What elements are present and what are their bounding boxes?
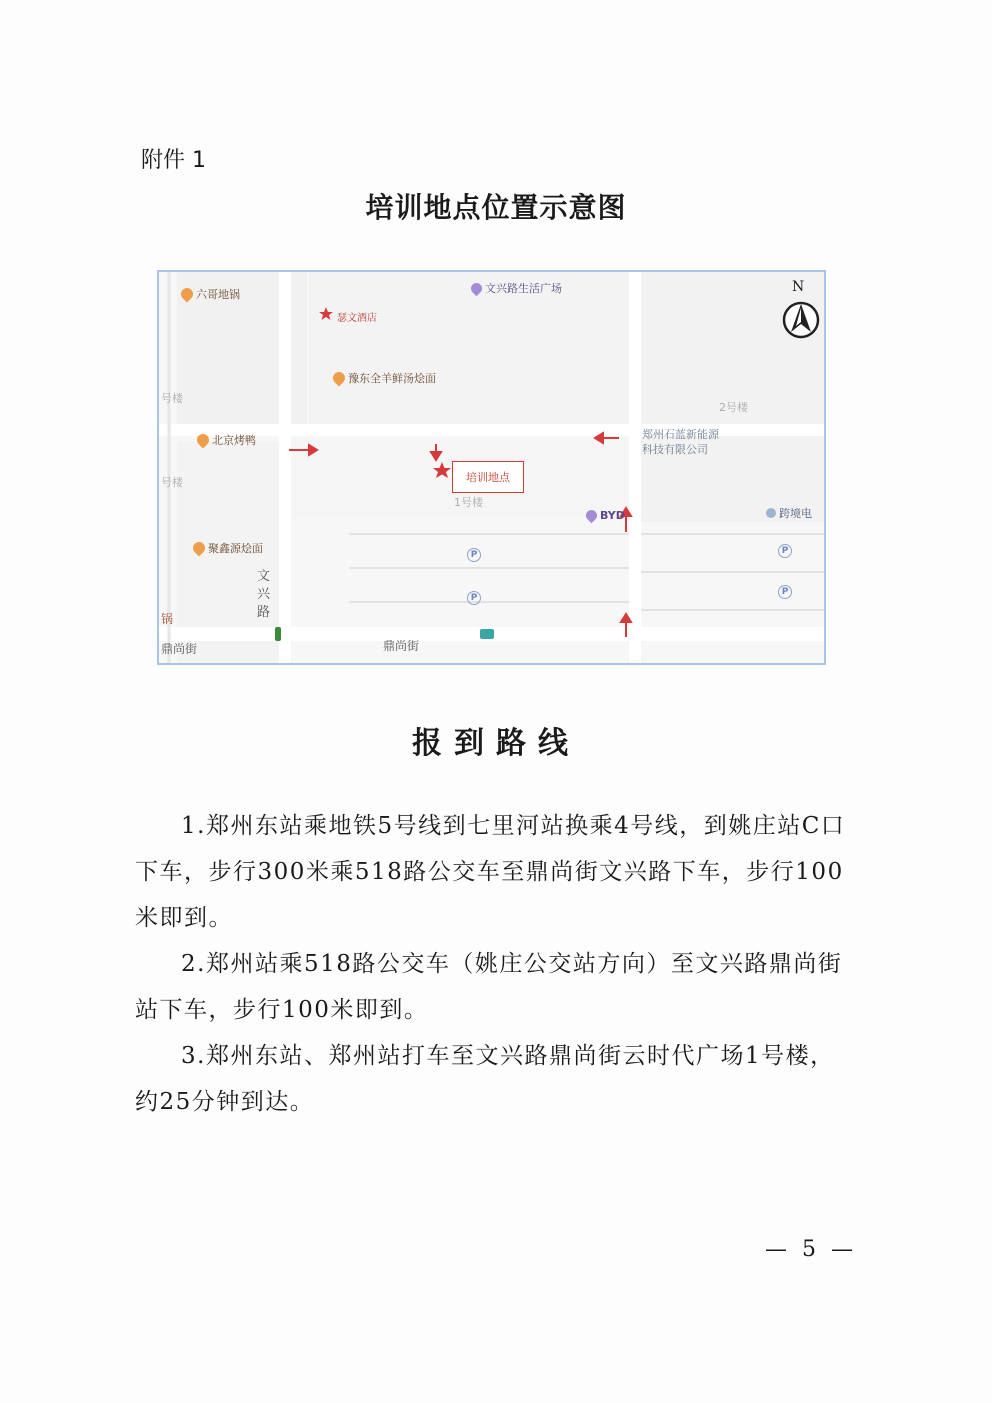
route-item-1: 1.郑州东站乘地铁5号线到七里河站换乘4号线，到姚庄站C口下车，步行300米乘518路公交车至鼎尚街文兴路下车，步行100米即到。: [135, 813, 846, 931]
road-dingshang-left-label: 鼎尚街: [161, 642, 198, 656]
left-building-label-b: 号楼: [161, 476, 183, 489]
route-title: 报到路线: [412, 726, 580, 761]
parking-icon: P: [467, 591, 481, 605]
route-item-3: 3.郑州东站、郑州站打车至文兴路鼎尚街云时代广场1号楼，约25分钟到达。: [135, 1043, 835, 1115]
building-1-label: 1号楼: [454, 496, 483, 509]
map-pin-icon: [469, 280, 485, 296]
poi-kuajing: 跨境电: [766, 505, 812, 521]
route-list: [135, 803, 853, 1125]
map-pin-icon: [179, 286, 196, 303]
parking-icon: P: [467, 548, 481, 562]
left-building-label-a: 号楼: [161, 392, 183, 405]
map-title: 培训地点位置示意图: [365, 191, 627, 224]
poi-liuge: 六哥地锅: [181, 286, 240, 302]
map-pin-icon: [766, 508, 776, 518]
map-pin-icon: [191, 540, 208, 557]
road-wenxing-label: 文兴路: [257, 569, 271, 620]
map-pin-icon: [195, 432, 212, 449]
road-dingshang-mid-label: 鼎尚街: [383, 639, 420, 653]
left-edge-fragment: 锅: [161, 612, 174, 626]
company-label: 郑州石蓝新能源 科技有限公司: [642, 428, 719, 456]
route-item-2: 2.郑州站乘518路公交车（姚庄公交站方向）至文兴路鼎尚街站下车，步行100米即到。: [135, 951, 843, 1023]
poi-juxinyuan: 聚鑫源烩面: [193, 540, 263, 556]
north-label: N: [792, 279, 805, 295]
poi-beijing-duck: 北京烤鸭: [197, 432, 256, 448]
training-site-label: 培训地点: [452, 461, 524, 493]
poi-byd: BYD: [586, 509, 625, 522]
poi-qinwen-hotel: 瑟文酒店: [337, 313, 377, 324]
parking-icon: P: [778, 585, 792, 599]
map-pin-icon: [331, 370, 348, 387]
map-pin-icon: [584, 508, 600, 524]
page-number: — 5 —: [765, 1237, 857, 1262]
poi-yudong: 豫东全羊鲜汤烩面: [333, 370, 436, 386]
poi-wenxing-square: 文兴路生活广场: [471, 280, 562, 296]
parking-icon: P: [778, 544, 792, 558]
building-2-label: 2号楼: [719, 401, 748, 414]
location-map: [157, 270, 826, 665]
attachment-label: 附件 1: [141, 148, 206, 173]
